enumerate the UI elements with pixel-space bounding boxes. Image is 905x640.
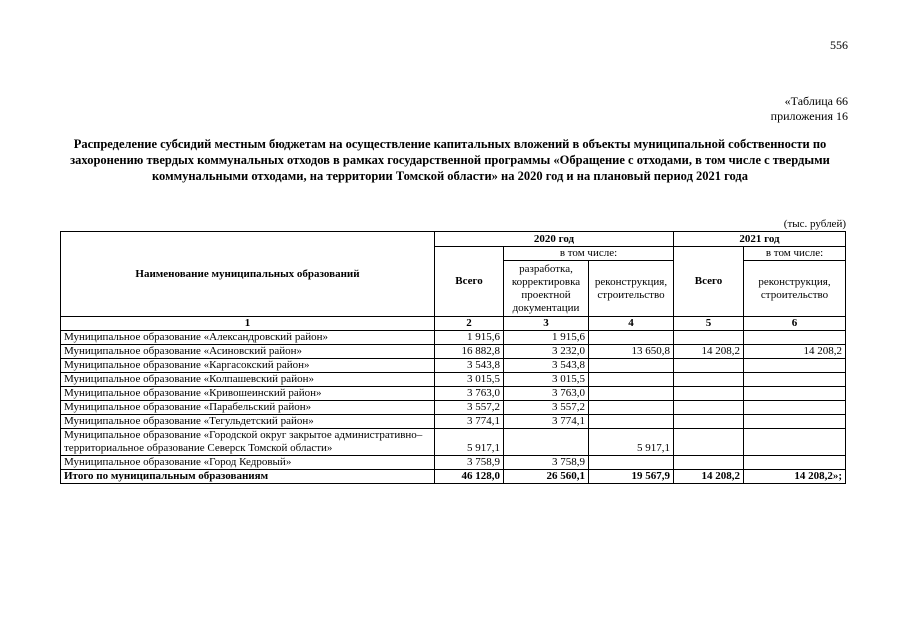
total-value: 14 208,2	[674, 470, 744, 484]
cell-value	[674, 456, 744, 470]
cell-value	[744, 401, 846, 415]
cell-value: 16 882,8	[435, 345, 504, 359]
column-number: 4	[589, 317, 674, 331]
row-name: Муниципальное образование «Тегульдетский район»	[61, 415, 435, 429]
table-ref-line1: «Таблица 66	[784, 94, 848, 108]
subsidy-table	[60, 231, 846, 484]
document-title: Распределение субсидий местным бюджетам на осуществление капитальных вложений в объекты муниципальной собственности по захоронению твердых коммунальных отходов в рамках государственной программы «Обращение с отходами, в том числе с твердыми коммунальными отходами, на территории Томской области» на 2020 год и на плановый период 2021 года	[70, 137, 830, 183]
table-ref-line2: приложения 16	[770, 109, 848, 123]
cell-value: 3 543,8	[435, 359, 504, 373]
table-row	[61, 456, 846, 470]
row-name: Муниципальное образование «Асиновский район»	[61, 345, 435, 359]
table-row	[61, 401, 846, 415]
units-label: (тыс. рублей)	[783, 218, 846, 230]
cell-value: 1 915,6	[504, 331, 589, 345]
header-total-2020: Всего	[435, 247, 504, 317]
cell-value: 3 763,0	[435, 387, 504, 401]
cell-value: 3 758,9	[435, 456, 504, 470]
table-row	[61, 387, 846, 401]
column-numbers-row	[61, 317, 846, 331]
cell-value	[589, 387, 674, 401]
total-label: Итого по муниципальным образованиям	[61, 470, 435, 484]
cell-value	[589, 415, 674, 429]
header-year-2021: 2021 год	[674, 232, 846, 247]
row-name: Муниципальное образование «Александровский район»	[61, 331, 435, 345]
table-reference	[700, 94, 848, 124]
column-number: 6	[744, 317, 846, 331]
cell-value	[674, 401, 744, 415]
table-row	[61, 345, 846, 359]
cell-value	[674, 415, 744, 429]
header-name-column: Наименование муниципальных образований	[61, 232, 435, 317]
row-name: Муниципальное образование «Кривошеинский район»	[61, 387, 435, 401]
total-row	[61, 470, 846, 484]
cell-value: 3 557,2	[504, 401, 589, 415]
cell-value	[589, 331, 674, 345]
cell-value	[674, 331, 744, 345]
page-number: 556	[830, 38, 848, 52]
column-number: 1	[61, 317, 435, 331]
column-number: 5	[674, 317, 744, 331]
row-name: Муниципальное образование «Колпашевский район»	[61, 373, 435, 387]
header-year-2020: 2020 год	[435, 232, 674, 247]
cell-value	[504, 429, 589, 456]
cell-value	[589, 359, 674, 373]
row-name: Муниципальное образование «Город Кедровый»	[61, 456, 435, 470]
cell-value: 3 758,9	[504, 456, 589, 470]
cell-value	[744, 429, 846, 456]
header-design: разработка, корректировка проектной документации	[504, 261, 589, 317]
cell-value: 3 232,0	[504, 345, 589, 359]
cell-value: 1 915,6	[435, 331, 504, 345]
table-row	[61, 415, 846, 429]
total-value: 14 208,2»;	[744, 470, 846, 484]
cell-value	[744, 331, 846, 345]
cell-value	[744, 373, 846, 387]
total-value: 46 128,0	[435, 470, 504, 484]
row-name: Муниципальное образование «Парабельский район»	[61, 401, 435, 415]
column-number: 3	[504, 317, 589, 331]
total-value: 26 560,1	[504, 470, 589, 484]
cell-value	[674, 387, 744, 401]
cell-value: 13 650,8	[589, 345, 674, 359]
cell-value: 3 763,0	[504, 387, 589, 401]
cell-value: 3 774,1	[435, 415, 504, 429]
cell-value: 3 774,1	[504, 415, 589, 429]
cell-value: 14 208,2	[674, 345, 744, 359]
row-name: Муниципальное образование «Городской округ закрытое административно–территориальное образование Северск Томской области»	[61, 429, 435, 456]
header-including-2020: в том числе:	[504, 247, 674, 261]
cell-value: 5 917,1	[435, 429, 504, 456]
cell-value: 3 557,2	[435, 401, 504, 415]
cell-value	[744, 456, 846, 470]
header-including-2021: в том числе:	[744, 247, 846, 261]
cell-value: 3 015,5	[504, 373, 589, 387]
table-row	[61, 331, 846, 345]
cell-value	[589, 373, 674, 387]
cell-value	[744, 387, 846, 401]
cell-value: 3 015,5	[435, 373, 504, 387]
cell-value	[674, 359, 744, 373]
table-row	[61, 359, 846, 373]
cell-value	[674, 373, 744, 387]
cell-value: 3 543,8	[504, 359, 589, 373]
column-number: 2	[435, 317, 504, 331]
header-reconstruction-2021: реконструкция, строительство	[744, 261, 846, 317]
row-name: Муниципальное образование «Каргасокский район»	[61, 359, 435, 373]
cell-value	[744, 415, 846, 429]
cell-value	[589, 401, 674, 415]
cell-value: 5 917,1	[589, 429, 674, 456]
cell-value	[589, 456, 674, 470]
total-value: 19 567,9	[589, 470, 674, 484]
cell-value	[674, 429, 744, 456]
header-reconstruction-2020: реконструкция, строительство	[589, 261, 674, 317]
table-row	[61, 373, 846, 387]
header-total-2021: Всего	[674, 247, 744, 317]
cell-value: 14 208,2	[744, 345, 846, 359]
cell-value	[744, 359, 846, 373]
table-row	[61, 429, 846, 456]
